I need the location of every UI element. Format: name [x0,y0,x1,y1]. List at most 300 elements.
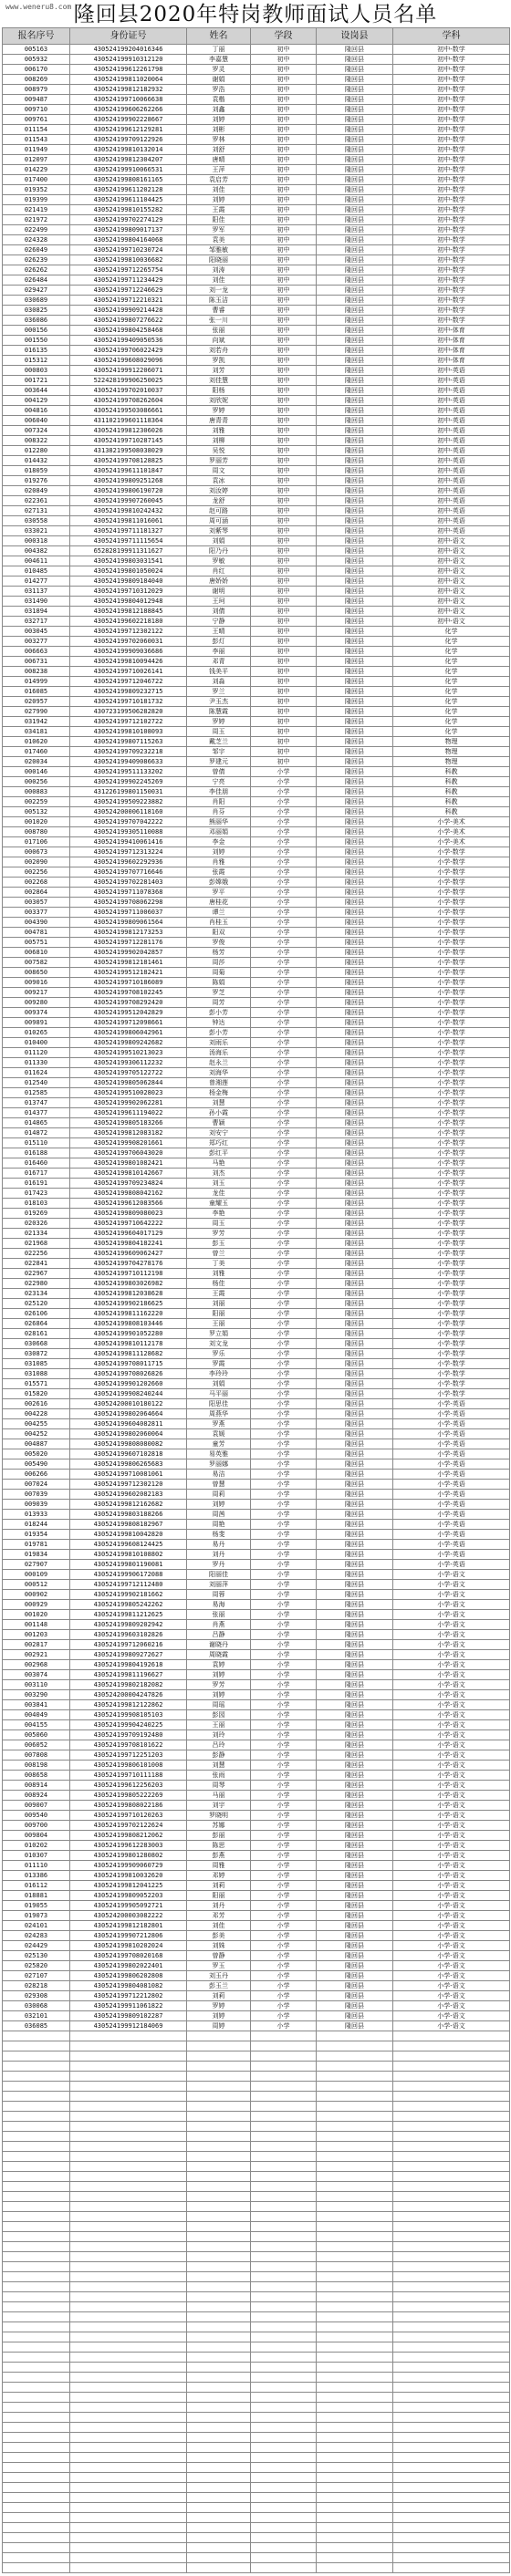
county-cell: 隆回县 [317,1560,393,1570]
id-number-cell: 430524199612256203 [70,1781,187,1791]
subject-cell: 小学-语文 [393,1650,510,1660]
id-number-cell: 430524199702274129 [70,215,187,225]
registration-no-cell: 014229 [3,165,70,175]
registration-no-cell: 025120 [3,1299,70,1309]
table-row [3,827,510,837]
registration-no-cell: 020034 [3,757,70,767]
name-cell: 李玲玲 [187,1369,251,1379]
registration-no-cell: 003057 [3,898,70,908]
table-row [3,1239,510,1249]
id-number-cell: 430524199702010037 [70,386,187,396]
registration-no-cell: 005020 [3,1449,70,1459]
name-cell: 刘芳 [187,366,251,376]
subject-cell: 初中-数学 [393,306,510,316]
table-row [3,1981,510,1991]
county-cell: 隆回县 [317,898,393,908]
county-cell: 隆回县 [317,1931,393,1941]
school-level-cell: 初中 [251,436,317,446]
registration-no-cell: 004129 [3,396,70,406]
name-cell: 李丽 [187,647,251,657]
table-row [3,1620,510,1630]
id-number-cell: 430524199710312029 [70,587,187,597]
id-number-cell: 430524199711181327 [70,526,187,536]
subject-cell: 小学-语文 [393,1700,510,1710]
table-row [3,1951,510,1961]
county-cell: 隆回县 [317,85,393,95]
id-number-cell: 430524199810042820 [70,1530,187,1540]
county-cell: 隆回县 [317,637,393,647]
county-cell: 隆回县 [317,1490,393,1500]
county-cell: 隆回县 [317,1500,393,1510]
county-cell: 隆回县 [317,1570,393,1580]
subject-cell: 初中-数学 [393,275,510,286]
school-level-cell: 初中 [251,265,317,275]
id-number-cell: 430524199806190720 [70,486,187,496]
registration-no-cell: 016717 [3,1169,70,1179]
county-cell: 隆回县 [317,1891,393,1901]
id-number-cell: 430524199804164068 [70,235,187,245]
school-level-cell: 初中 [251,65,317,75]
registration-no-cell: 016460 [3,1158,70,1169]
registration-no-cell: 019269 [3,1209,70,1219]
id-number-cell: 430524199908240244 [70,1389,187,1399]
table-row [3,607,510,617]
county-cell: 隆回县 [317,486,393,496]
name-cell: 周玉 [187,727,251,737]
school-level-cell: 小学 [251,1710,317,1720]
subject-cell: 小学-语文 [393,1801,510,1811]
registration-no-cell: 002268 [3,878,70,888]
county-cell: 隆回县 [317,998,393,1008]
subject-cell: 小学-英语 [393,1520,510,1530]
county-cell: 隆回县 [317,908,393,918]
id-number-cell: 430524199808022186 [70,1801,187,1811]
id-number-cell: 430524199802022401 [70,1961,187,1971]
registration-no-cell: 018103 [3,1199,70,1209]
school-level-cell: 小学 [251,1038,317,1048]
empty-table-row [3,2543,510,2553]
table-row [3,1720,510,1730]
subject-cell: 小学-数学 [393,1299,510,1309]
subject-cell: 小学-语文 [393,1991,510,2001]
county-cell: 隆回县 [317,516,393,526]
county-cell: 隆回县 [317,556,393,566]
county-cell: 隆回县 [317,978,393,988]
table-row [3,878,510,888]
id-number-cell: 430524199709192480 [70,1730,187,1740]
county-cell: 隆回县 [317,587,393,597]
registration-no-cell: 008658 [3,1771,70,1781]
subject-cell: 初中-数学 [393,245,510,255]
table-row [3,1911,510,1921]
table-row [3,1048,510,1058]
subject-cell: 初中-数学 [393,195,510,205]
name-cell: 刘宇 [187,1801,251,1811]
county-cell: 隆回县 [317,105,393,115]
registration-no-cell: 031894 [3,607,70,617]
school-level-cell: 小学 [251,1470,317,1480]
registration-no-cell: 030872 [3,1349,70,1359]
county-cell: 隆回县 [317,1620,393,1630]
table-row [3,1078,510,1088]
school-level-cell: 小学 [251,1158,317,1169]
county-cell: 隆回县 [317,1459,393,1470]
registration-no-cell: 019354 [3,1530,70,1540]
name-cell: 刘丹 [187,1901,251,1911]
name-cell: 阳丽佳 [187,1570,251,1580]
county-cell: 隆回县 [317,1761,393,1771]
name-cell: 刘丽 [187,1299,251,1309]
registration-no-cell: 020957 [3,697,70,707]
id-number-cell: 430524199910312120 [70,55,187,65]
school-level-cell: 小学 [251,1490,317,1500]
school-level-cell: 小学 [251,1269,317,1279]
registration-no-cell: 011543 [3,135,70,145]
county-cell: 隆回县 [317,396,393,406]
id-number-cell: 430524199807276622 [70,316,187,326]
county-cell: 隆回县 [317,607,393,617]
county-cell: 隆回县 [317,1259,393,1269]
id-number-cell: 430524199503086661 [70,406,187,416]
school-level-cell: 初中 [251,85,317,95]
table-row [3,1570,510,1580]
subject-cell: 小学-数学 [393,1359,510,1369]
table-row [3,1108,510,1118]
id-number-cell: 431226199801150031 [70,787,187,797]
id-number-cell: 430524199907260045 [70,496,187,506]
table-row [3,1781,510,1791]
county-cell: 隆回县 [317,1419,393,1429]
school-level-cell: 小学 [251,1981,317,1991]
school-level-cell: 小学 [251,1961,317,1971]
table-row [3,1510,510,1520]
registration-no-cell: 024429 [3,1941,70,1951]
id-number-cell: 430524199710066638 [70,95,187,105]
table-row [3,95,510,105]
id-number-cell: 430524199803031541 [70,556,187,566]
subject-cell: 小学-美术 [393,817,510,827]
name-cell: 罗乐 [187,1349,251,1359]
subject-cell: 小学-数学 [393,1058,510,1068]
registration-no-cell: 022980 [3,1279,70,1289]
registration-no-cell: 036085 [3,2021,70,2031]
name-cell: 罗林 [187,135,251,145]
registration-no-cell: 002968 [3,1660,70,1670]
registration-no-cell: 002921 [3,1650,70,1660]
registration-no-cell: 014999 [3,677,70,687]
subject-cell: 初中-数学 [393,316,510,326]
subject-cell: 小学-数学 [393,968,510,978]
registration-no-cell: 000929 [3,1600,70,1610]
id-number-cell: 430524199712102722 [70,717,187,727]
name-cell: 彭嫦娥 [187,878,251,888]
name-cell: 尹玉杰 [187,697,251,707]
subject-cell: 小学-语文 [393,1861,510,1871]
id-number-cell: 430524199812038628 [70,1289,187,1299]
id-number-cell: 430524199512182421 [70,968,187,978]
name-cell: 刘文龙 [187,1339,251,1349]
subject-cell: 小学-英语 [393,1480,510,1490]
name-cell: 罗芝 [187,988,251,998]
registration-no-cell: 011120 [3,1048,70,1058]
subject-cell: 初中-数学 [393,265,510,275]
table-row [3,1148,510,1158]
registration-no-cell: 003045 [3,627,70,637]
school-level-cell: 小学 [251,1028,317,1038]
county-cell: 隆回县 [317,1730,393,1740]
subject-cell: 小学-语文 [393,1891,510,1901]
subject-cell: 小学-语文 [393,1781,510,1791]
table-header-row [3,28,510,45]
id-number-cell: 430524199804192618 [70,1660,187,1670]
subject-cell: 化学 [393,717,510,727]
subject-cell: 小学-数学 [393,1219,510,1229]
school-level-cell: 初中 [251,376,317,386]
county-cell: 隆回县 [317,175,393,185]
subject-cell: 初中-英语 [393,516,510,526]
name-cell: 罗敏 [187,556,251,566]
school-level-cell: 小学 [251,1349,317,1359]
county-cell: 隆回县 [317,1771,393,1781]
registration-no-cell: 004252 [3,1429,70,1439]
school-level-cell: 小学 [251,1991,317,2001]
id-number-cell: 430524199811212625 [70,1610,187,1620]
school-level-cell: 小学 [251,1058,317,1068]
table-row [3,1449,510,1459]
subject-cell: 化学 [393,667,510,677]
table-row [3,245,510,255]
registration-no-cell: 001203 [3,1630,70,1640]
subject-cell: 初中-语文 [393,556,510,566]
id-number-cell: 430524199808161165 [70,175,187,185]
table-row [3,857,510,867]
id-number-cell: 430524199602218180 [70,617,187,627]
name-cell: 周雅 [187,1861,251,1871]
subject-cell: 小学-语文 [393,1750,510,1761]
name-cell: 刘玲 [187,1730,251,1740]
name-cell: 钱美平 [187,667,251,677]
county-cell: 隆回县 [317,1520,393,1530]
id-number-cell: 430524199812182801 [70,1921,187,1931]
id-number-cell: 430524199612283003 [70,1841,187,1851]
name-cell: 王萍 [187,165,251,175]
name-cell: 吴悦 [187,446,251,456]
county-cell: 隆回县 [317,446,393,456]
registration-no-cell: 000109 [3,1570,70,1580]
empty-table-row [3,2553,510,2563]
table-row [3,546,510,556]
registration-no-cell: 027907 [3,1560,70,1570]
school-level-cell: 初中 [251,316,317,326]
table-row [3,1851,510,1861]
school-level-cell: 小学 [251,1650,317,1660]
registration-no-cell: 008924 [3,1791,70,1801]
school-level-cell: 初中 [251,446,317,456]
name-cell: 周可涵 [187,516,251,526]
registration-no-cell: 033021 [3,526,70,536]
school-level-cell: 小学 [251,1359,317,1369]
subject-cell: 初中-体育 [393,356,510,366]
name-cell: 罗婷 [187,406,251,416]
school-level-cell: 初中 [251,667,317,677]
empty-table-row [3,2433,510,2443]
county-cell: 隆回县 [317,1078,393,1088]
table-row [3,1971,510,1981]
school-level-cell: 初中 [251,215,317,225]
id-number-cell: 430524199908201661 [70,1138,187,1148]
name-cell: 刘娟 [187,1379,251,1389]
id-number-cell: 430524199902228667 [70,115,187,125]
school-level-cell: 小学 [251,918,317,928]
subject-cell: 初中-语文 [393,536,510,546]
id-number-cell: 430524199809052203 [70,1891,187,1901]
county-cell: 隆回县 [317,1650,393,1660]
registration-no-cell: 003644 [3,386,70,396]
name-cell: 彭静 [187,1750,251,1761]
id-number-cell: 430524200003082222 [70,1911,187,1921]
registration-no-cell: 019834 [3,1550,70,1560]
empty-table-row [3,2463,510,2473]
county-cell: 隆回县 [317,2021,393,2031]
id-number-cell: 430524199811196627 [70,1670,187,1680]
table-row [3,837,510,847]
county-cell: 隆回县 [317,657,393,667]
subject-cell: 科教 [393,777,510,787]
id-number-cell: 430524199809102287 [70,2011,187,2021]
school-level-cell: 小学 [251,1329,317,1339]
empty-table-row [3,2493,510,2503]
empty-table-row [3,2383,510,2393]
id-number-cell: 430524199511133202 [70,767,187,777]
id-number-cell: 430524199804182241 [70,1239,187,1249]
id-number-cell: 430524199809061564 [70,918,187,928]
county-cell: 隆回县 [317,185,393,195]
table-row [3,888,510,898]
empty-table-row [3,2031,510,2041]
registration-no-cell: 008979 [3,85,70,95]
subject-cell: 小学-英语 [393,1560,510,1570]
name-cell: 刘雅 [187,426,251,436]
id-number-cell: 430524199812173253 [70,928,187,938]
name-cell: 刘雅 [187,1269,251,1279]
name-cell: 刘海华 [187,1068,251,1078]
registration-no-cell: 011154 [3,125,70,135]
subject-cell: 初中-数学 [393,155,510,165]
registration-no-cell: 008650 [3,968,70,978]
registration-no-cell: 002259 [3,797,70,807]
name-cell: 刘慧 [187,1761,251,1771]
name-cell: 钟达 [187,1018,251,1028]
subject-cell: 小学-英语 [393,1409,510,1419]
county-cell: 隆回县 [317,2001,393,2011]
county-cell: 隆回县 [317,867,393,878]
id-number-cell: 430524199710181732 [70,697,187,707]
county-cell: 隆回县 [317,988,393,998]
registration-no-cell: 027107 [3,1971,70,1981]
name-cell: 刘佳 [187,185,251,195]
school-level-cell: 初中 [251,336,317,346]
school-level-cell: 初中 [251,326,317,336]
subject-cell: 化学 [393,687,510,697]
table-row [3,476,510,486]
empty-table-row [3,2242,510,2252]
table-row [3,265,510,275]
subject-cell: 初中-数学 [393,65,510,75]
empty-table-row [3,2473,510,2483]
subject-cell: 初中-英语 [393,436,510,446]
table-row [3,416,510,426]
county-cell: 隆回县 [317,426,393,436]
county-cell: 隆回县 [317,1480,393,1490]
name-cell: 宁亮 [187,777,251,787]
school-level-cell: 小学 [251,1229,317,1239]
registration-no-cell: 005751 [3,938,70,948]
subject-cell: 小学-语文 [393,1961,510,1971]
school-level-cell: 初中 [251,105,317,115]
name-cell: 邓芳 [187,1911,251,1921]
name-cell: 曾倩 [187,767,251,777]
county-cell: 隆回县 [317,1630,393,1640]
table-row [3,396,510,406]
table-row [3,1961,510,1971]
county-cell: 隆回县 [317,857,393,867]
table-row [3,1389,510,1399]
name-cell: 向斌 [187,336,251,346]
subject-cell: 初中-数学 [393,235,510,245]
registration-no-cell: 010265 [3,1028,70,1038]
table-row [3,55,510,65]
registration-no-cell: 009891 [3,1018,70,1028]
empty-table-row [3,2172,510,2182]
school-level-cell: 小学 [251,1008,317,1018]
name-cell: 唐晴 [187,155,251,165]
county-cell: 隆回县 [317,1058,393,1068]
name-cell: 王霞 [187,1289,251,1299]
id-number-cell: 430524199611202128 [70,185,187,195]
id-number-cell: 430524199602292936 [70,857,187,867]
table-row [3,918,510,928]
name-cell: 刘柳 [187,436,251,446]
county-cell: 隆回县 [317,1088,393,1098]
subject-cell: 小学-数学 [393,1028,510,1038]
id-number-cell: 430524199712313224 [70,847,187,857]
table-row [3,1199,510,1209]
registration-no-cell: 003074 [3,1670,70,1680]
name-cell: 周瑶 [187,1700,251,1710]
school-level-cell: 小学 [251,1309,317,1319]
school-level-cell: 小学 [251,1148,317,1158]
school-level-cell: 小学 [251,898,317,908]
name-cell: 曾静 [187,1951,251,1961]
table-row [3,135,510,145]
county-cell: 隆回县 [317,1018,393,1028]
registration-no-cell: 007582 [3,958,70,968]
county-cell: 隆回县 [317,1038,393,1048]
table-row [3,1690,510,1700]
id-number-cell: 430524199712060216 [70,1640,187,1650]
name-cell: 罗丽芳 [187,456,251,466]
registration-no-cell: 003277 [3,637,70,647]
name-cell: 周莉 [187,1490,251,1500]
registration-no-cell: 010485 [3,566,70,576]
empty-table-row [3,2423,510,2433]
empty-table-row [3,2363,510,2373]
name-cell: 陈玉洁 [187,296,251,306]
school-level-cell: 初中 [251,587,317,597]
table-row [3,1229,510,1239]
table-row [3,1038,510,1048]
registration-no-cell: 002864 [3,888,70,898]
